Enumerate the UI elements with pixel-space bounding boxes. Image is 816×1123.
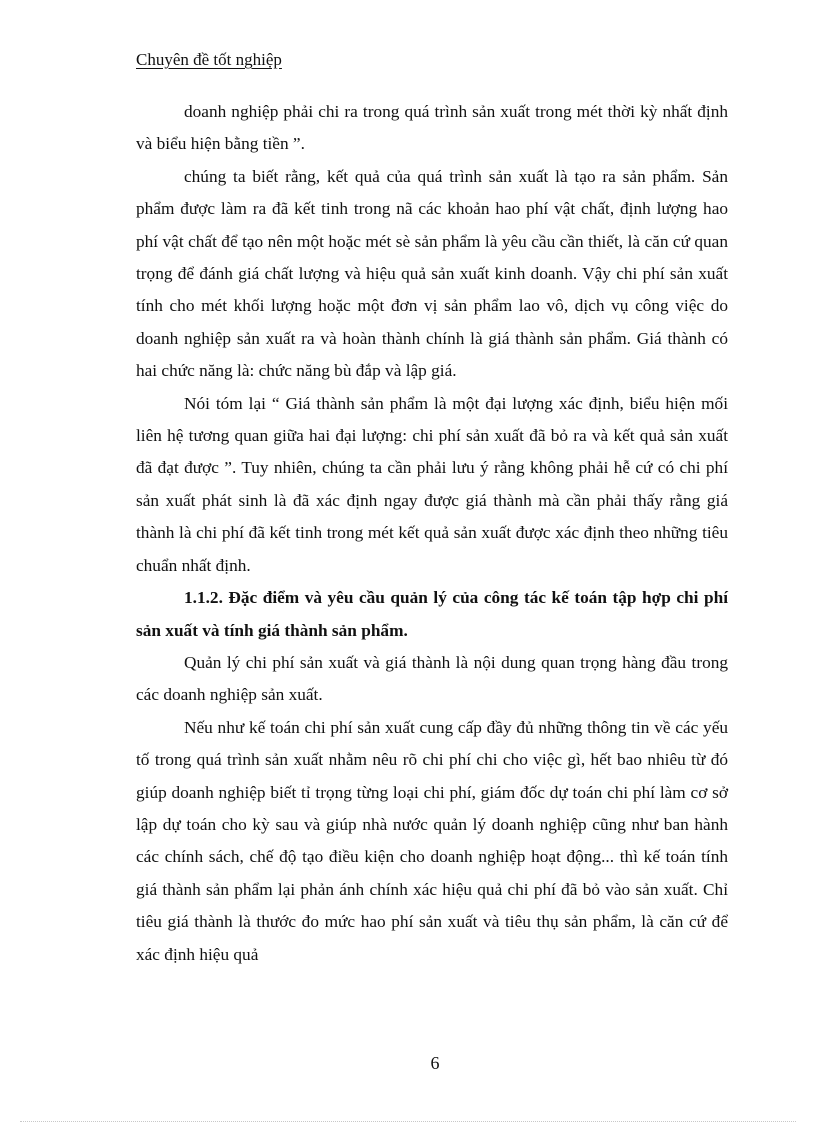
paragraph-management: Quản lý chi phí sản xuất và giá thành là nội dung quan trọng hàng đầu trong các doanh nghiệp sản xuất. <box>136 652 728 705</box>
page-bottom-divider <box>20 1121 796 1122</box>
paragraph-summary: Nói tóm lại “ Giá thành sản phẩm là một đại lượng xác định, biểu hiện mối liên hệ tương quan giữa hai đại lượng: chi phí sản xuất đã bỏ ra và kết quả sản xuất đã đạt được ”. Tuy nhiên, chúng ta cần phải lưu ý rằng không phải hễ cứ có chi phí sản xuất phát sinh là đã xác định ngay được giá thành mà cần phải thấy rằng giá thành là chi phí đã kết tinh trong mét kết quả sản xuất được xác định theo những tiêu chuẩn nhất định. <box>136 393 728 575</box>
body-text <box>136 96 728 971</box>
paragraph-accounting-role: Nếu như kế toán chi phí sản xuất cung cấp đầy đủ những thông tin về các yếu tố trong quá trình sản xuất nhằm nêu rõ chi phí chi cho việc gì, hết bao nhiêu từ đó giúp doanh nghiệp biết tỉ trọng từng loại chi phí, giám đốc dự toán chi phí làm cơ sở lập dự toán cho kỳ sau và giúp nhà nước quản lý doanh nghiệp cũng như ban hành các chính sách, chế độ tạo điều kiện cho doanh nghiệp hoạt động... thì kế toán tính giá thành sản phẩm lại phản ánh chính xác hiệu quả chi phí đã bỏ vào sản xuất. Chỉ tiêu giá thành là thước đo mức hao phí sản xuất và tiêu thụ sản phẩm, là căn cứ để xác định hiệu quả <box>136 717 728 964</box>
paragraph-intro-continuation: doanh nghiệp phải chi ra trong quá trình sản xuất trong mét thời kỳ nhất định và biểu hiện bằng tiền ”. <box>136 102 728 154</box>
section-heading: 1.1.2. Đặc điểm và yêu cầu quản lý của công tác kế toán tập hợp chi phí sản xuất và tính giá thành sản phẩm. <box>136 588 728 640</box>
running-header: Chuyên đề tốt nghiệp <box>136 50 282 69</box>
page-number: 6 <box>430 1053 440 1073</box>
paragraph-product-cost: chúng ta biết rằng, kết quả của quá trình sản xuất là tạo ra sản phẩm. Sản phẩm được làm ra đã kết tinh trong nã các khoản hao phí vật chất, định lượng hao phí vật chất để tạo nên một hoặc mét sè sản phẩm là yêu cầu cần thiết, là căn cứ quan trọng để đánh giá chất lượng và hiệu quả sản xuất kinh doanh. Vậy chi phí sản xuất tính cho mét khối lượng hoặc một đơn vị sản phẩm lao vô, dịch vụ công việc do doanh nghiệp sản xuất ra và hoàn thành chính là giá thành sản phẩm. Giá thành có hai chức năng là: chức năng bù đắp và lập giá. <box>136 166 728 381</box>
